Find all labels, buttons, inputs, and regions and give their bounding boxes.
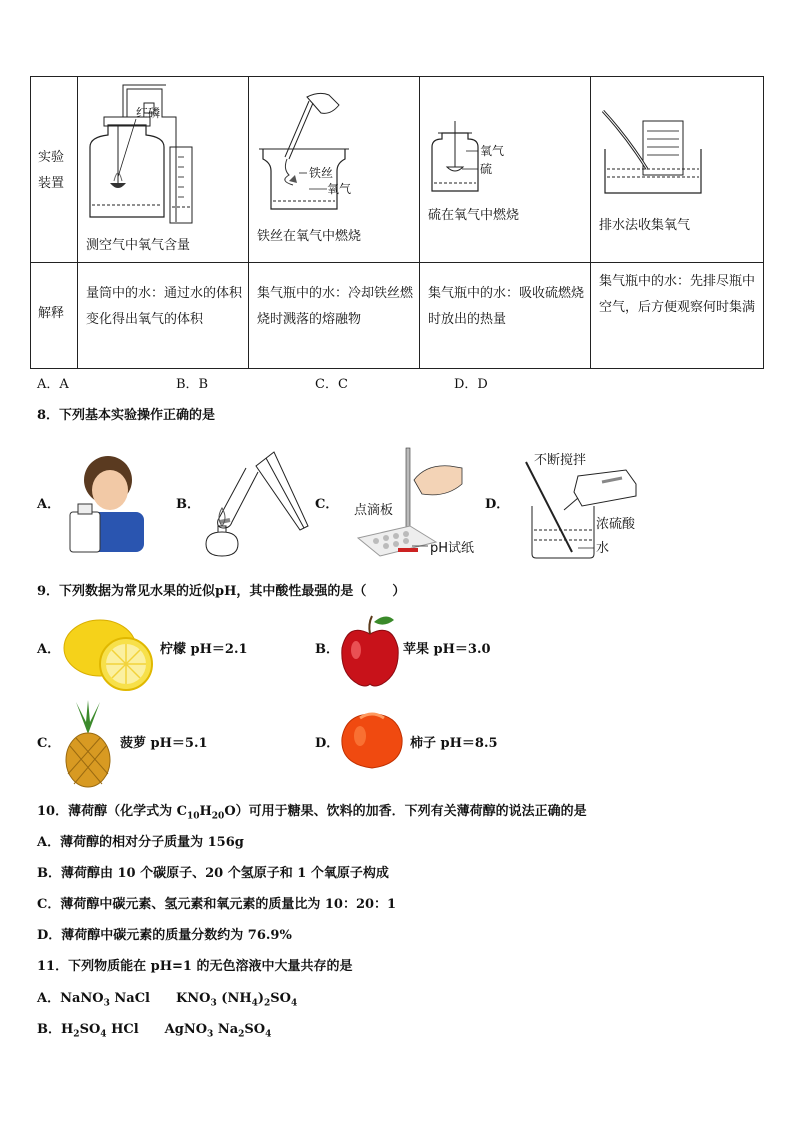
q8-option-c-letter[interactable]: C． [315, 497, 339, 512]
q9-option-b-text: 苹果 pH＝3.0 [403, 642, 491, 657]
q9-stem: 9．下列数据为常见水果的近似pH，其中酸性最强的是（ ） [37, 584, 406, 599]
formula-part: NaNO [60, 991, 104, 1006]
formula-part: HCl AgNO [106, 1022, 208, 1037]
q11-option-a[interactable] [37, 990, 297, 1013]
sulfur-label: 硫 [480, 162, 493, 176]
q9-option-c-text: 菠萝 pH＝5.1 [120, 736, 208, 751]
explain-cell-2 [249, 263, 420, 369]
q9-option-a-text: 柠檬 pH＝2.1 [160, 642, 248, 657]
q9-option-d-text: 柿子 pH＝8.5 [410, 736, 498, 751]
q7-option-a[interactable]: A．A [37, 377, 69, 392]
pineapple-icon [62, 700, 114, 788]
q7-option-b[interactable]: B．B [176, 377, 209, 392]
iron-wire-label: 铁丝 [309, 166, 334, 180]
q9-option-b-letter[interactable]: B． [315, 642, 339, 657]
explain-cell-1 [78, 263, 249, 369]
formula-sub: 2 [73, 1029, 80, 1040]
q8-option-a-letter[interactable]: A． [37, 497, 61, 512]
heating-test-tube-icon [196, 448, 314, 562]
q10-stem-part-a: 10．薄荷醇（化学式为 C [37, 804, 187, 819]
setup-cell-4 [591, 77, 764, 263]
q8-stem: 8．下列基本实验操作正确的是 [37, 408, 216, 423]
setup-caption-4: 排水法收集氧气 [599, 218, 691, 233]
q10-option-a[interactable]: A．薄荷醇的相对分子质量为 156g [37, 835, 244, 850]
spot-plate-label: 点滴板 [354, 503, 394, 518]
row-header-setup [31, 77, 78, 263]
formula-part: NaCl KNO [109, 991, 211, 1006]
setup-caption-1: 测空气中氧气含量 [86, 238, 191, 253]
oxygen-label-3: 氧气 [480, 144, 505, 158]
ph-paper-label: pH试纸 [430, 541, 475, 556]
formula-sub: 4 [265, 1029, 272, 1040]
formula-sub: 3 [207, 1029, 214, 1040]
formula-sub: 3 [210, 998, 217, 1009]
formula-part: (NH [216, 991, 252, 1006]
q8-option-b-letter[interactable]: B． [176, 497, 200, 512]
formula-sub: 3 [103, 998, 110, 1009]
q10-stem-part-b: O）可用于糖果、饮料的加香．下列有关薄荷醇的说法正确的是 [224, 804, 587, 819]
q10-stem [37, 803, 587, 826]
formula-part: SO [270, 991, 292, 1006]
q10-sub-2: 20 [211, 811, 225, 822]
red-phosphorus-label: 红磷 [136, 106, 161, 120]
q10-option-c[interactable]: C．薄荷醇中碳元素、氢元素和氧元素的质量比为 10：20：1 [37, 897, 397, 912]
explanation-1: 量筒中的水：通过水的体积变化得出氧气的体积 [86, 286, 243, 327]
explanation-3: 集气瓶中的水：吸收硫燃烧时放出的热量 [428, 286, 585, 327]
q9-option-a-letter[interactable]: A． [37, 642, 61, 657]
formula-sub: 2 [264, 998, 271, 1009]
q11-option-b[interactable] [37, 1021, 271, 1044]
formula-sub: 2 [238, 1029, 245, 1040]
q10-stem-h: H [199, 804, 212, 819]
q11-a-letter: A． [37, 991, 61, 1006]
q10-option-d[interactable]: D．薄荷醇中碳元素的质量分数约为 76.9% [37, 928, 292, 943]
setup-cell-2 [249, 77, 420, 263]
ph-test-icon [350, 444, 490, 562]
experiment-table [30, 76, 764, 369]
lemon-icon [60, 612, 158, 692]
q11-b-letter: B． [37, 1022, 61, 1037]
q7-option-c[interactable]: C．C [315, 377, 348, 392]
row-header-explain-label: 解释 [38, 306, 65, 321]
q10-sub-1: 10 [186, 811, 200, 822]
explain-cell-4 [591, 263, 764, 369]
apple-icon [338, 612, 402, 690]
formula-part: ) [257, 991, 265, 1006]
q11-stem: 11．下列物质能在 pH=1 的无色溶液中大量共存的是 [37, 959, 353, 974]
iron-wire-combustion-icon [249, 77, 419, 227]
stir-label: 不断搅拌 [534, 453, 587, 468]
water-displacement-icon [591, 77, 763, 227]
row-header-line1: 实验 [38, 150, 65, 165]
explanation-2: 集气瓶中的水：冷却铁丝燃烧时溅落的熔融物 [257, 286, 414, 327]
oxygen-label: 氧气 [327, 182, 352, 196]
persimmon-icon [338, 708, 406, 772]
setup-caption-3: 硫在氧气中燃烧 [428, 208, 520, 223]
explanation-4: 集气瓶中的水：先排尽瓶中空气，后方便观察何时集满 [599, 274, 756, 315]
setup-cell-3 [420, 77, 591, 263]
q9-option-c-letter[interactable]: C． [37, 736, 61, 751]
q7-option-d[interactable]: D．D [454, 377, 488, 392]
formula-part: H [61, 1022, 74, 1037]
formula-part: SO [244, 1022, 266, 1037]
water-label: 水 [596, 541, 610, 556]
oxygen-content-apparatus-icon [78, 77, 248, 227]
setup-cell-1 [78, 77, 249, 263]
conc-acid-label: 浓硫酸 [596, 517, 636, 532]
q9-option-d-letter[interactable]: D． [315, 736, 340, 751]
formula-part: SO [79, 1022, 101, 1037]
smelling-gas-icon [62, 450, 148, 554]
dilute-sulfuric-acid-icon [518, 448, 648, 564]
q10-option-b[interactable]: B．薄荷醇由 10 个碳原子、20 个氢原子和 1 个氧原子构成 [37, 866, 389, 881]
formula-sub: 4 [251, 998, 258, 1009]
formula-sub: 4 [100, 1029, 107, 1040]
row-header-explain [31, 263, 78, 369]
explain-cell-3 [420, 263, 591, 369]
setup-caption-2: 铁丝在氧气中燃烧 [257, 229, 362, 244]
formula-sub: 4 [291, 998, 298, 1009]
q8-option-d-letter[interactable]: D． [485, 497, 510, 512]
row-header-line2: 装置 [38, 176, 65, 191]
formula-part: Na [213, 1022, 239, 1037]
